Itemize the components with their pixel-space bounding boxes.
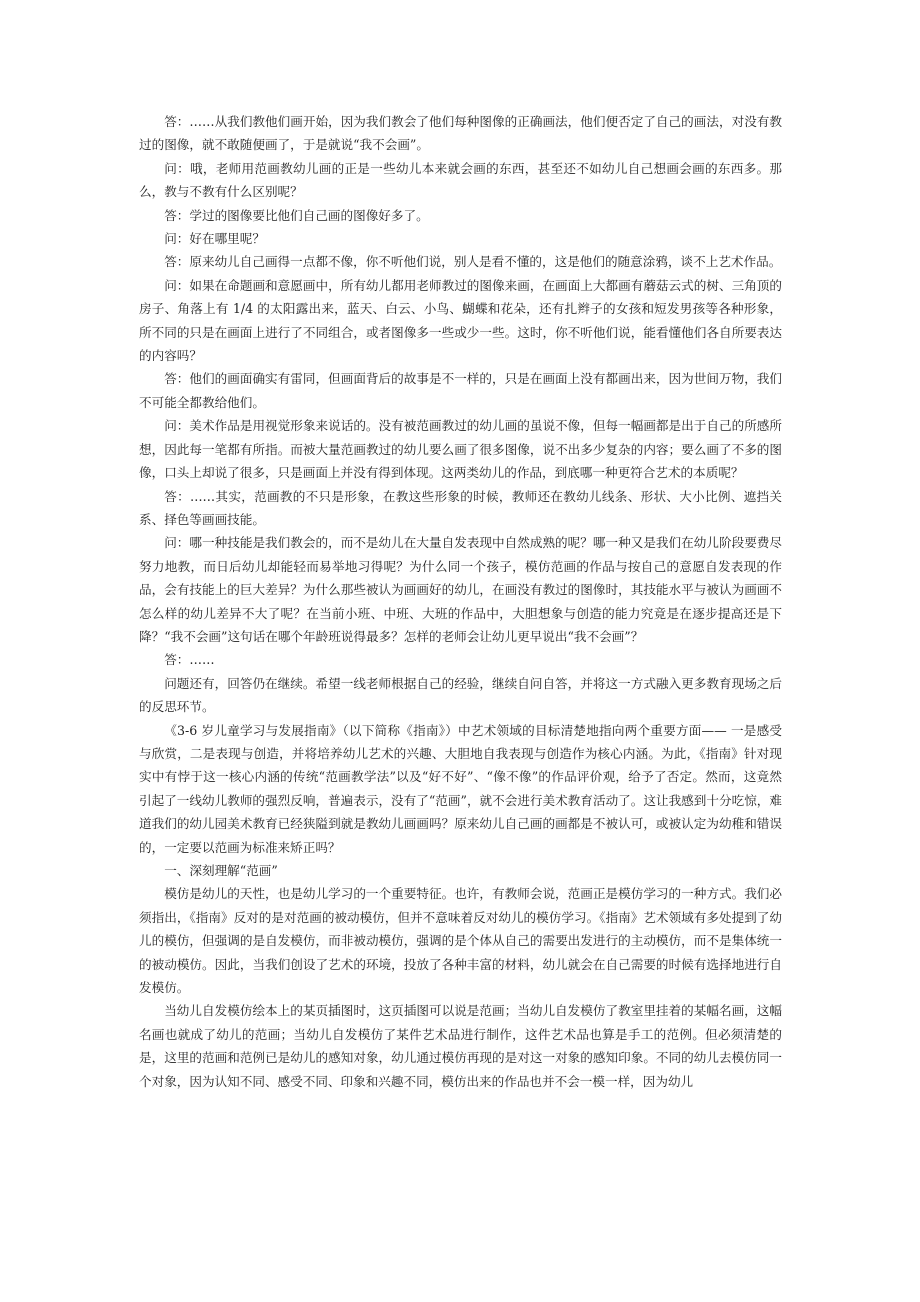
paragraph-question-2: 问：好在哪里呢？ <box>164 231 265 247</box>
section-heading: 一、深刻理解“范画” <box>164 863 278 878</box>
paragraph-answer-2: 答：学过的图像要比他们自己画的图像好多了。 <box>164 207 429 223</box>
paragraph-examples: 当幼儿自发模仿绘本上的某页插图时，这页插图可以说是范画；当幼儿自发模仿了教室里挂着的某幅名画，这幅名画也就成了幼儿的范画；当幼儿自发模仿了某件艺术品进行制作，这件艺术品也算是手工的范例。但必须清楚的是，这里的范画和范例已是幼儿的感知对象，幼儿通过模仿再现的是对这一对象的感知印象。不同的幼儿去模仿同一个对象，因为认知不同、感受不同、印象和兴趣不同，模仿出来的作品也并不会一模一样，因为幼儿 <box>139 1003 782 1089</box>
paragraph-question-3: 问：如果在命题画和意愿画中，所有幼儿都用老师教过的图像来画，在画面上大都画有蘑菇云式的树、三角顶的房子、角落上有 1/4 的太阳露出来，蓝天、白云、小鸟、蝴蝶和花朵，还有扎辫子的女孩和短发男孩等各种形象，所不同的只是在画面上进行了不同组合，或者图像多一些或少一些。这时，你不听他们说，能看懂他们各自所要表达的内容吗？ <box>139 277 782 364</box>
paragraph-conclusion: 问题还有，回答仍在继续。希望一线老师根据自己的经验，继续自问自答，并将这一方式融入更多教育现场之后的反思环节。 <box>139 675 782 715</box>
paragraph-answer-4: 答：他们的画面确实有雷同，但画面背后的故事是不一样的，只是在画面上没有都画出来，因为世间万物，我们不可能全都教给他们。 <box>139 371 782 410</box>
paragraph-imitation: 模仿是幼儿的天性，也是幼儿学习的一个重要特征。也许，有教师会说，范画正是模仿学习的一种方式。我们必须指出，《指南》反对的是对范画的被动模仿，但并不意味着反对幼儿的模仿学习。《指南》艺术领域有多处提到了幼儿的模仿，但强调的是自发模仿，而非被动模仿，强调的是个体从自己的需要出发进行的主动模仿，而不是集体统一的被动模仿。因此，当我们创设了艺术的环境，投放了各种丰富的材料，幼儿就会在自己需要的时候有选择地进行自发模仿。 <box>139 886 782 996</box>
paragraph-answer-1: 答：……从我们教他们画开始，因为我们教会了他们每种图像的正确画法，他们便否定了自己的画法，对没有教过的图像，就不敢随便画了，于是就说“我不会画”。 <box>139 114 782 153</box>
paragraph-question-4: 问：美术作品是用视觉形象来说话的。没有被范画教过的幼儿画的虽说不像，但每一幅画都是出于自己的所感所想，因此每一笔都有所指。而被大量范画教过的幼儿要么画了很多图像，说不出多少复杂的内容；要么画了不多的图像，口头上却说了很多，只是画面上并没有得到体现。这两类幼儿的作品，到底哪一种更符合艺术的本质呢？ <box>139 418 782 481</box>
paragraph-answer-3: 答：原来幼儿自己画得一点都不像，你不听他们说，别人是看不懂的，这是他们的随意涂鸦，谈不上艺术作品。 <box>164 254 782 270</box>
paragraph-question-5: 问：哪一种技能是我们教会的，而不是幼儿在大量自发表现中自然成熟的呢？哪一种又是我们在幼儿阶段要费尽努力地教，而日后幼儿却能轻而易举地习得呢？为什么同一个孩子，模仿范画的作品与按自己的意愿自发表现的作品，会有技能上的巨大差异？为什么那些被认为画画好的幼儿，在画没有教过的图像时，其技能水平与被认为画画不怎么样的幼儿差异不大了呢？在当前小班、中班、大班的作品中，大胆想象与创造的能力究竟是在逐步提高还是下降？“我不会画”这句话在哪个年龄班说得最多？怎样的老师会让幼儿更早说出“我不会画”？ <box>139 535 782 644</box>
paragraph-answer-5: 答：……其实，范画教的不只是形象，在教这些形象的时候，教师还在教幼儿线条、形状、大小比例、遮挡关系、择色等画画技能。 <box>139 488 782 527</box>
document-body <box>139 110 782 1093</box>
paragraph-guide-intro: 《3-6 岁儿童学习与发展指南》（以下简称《指南》）中艺术领域的目标清楚地指向两个重要方面—— 一是感受与欣赏，二是表现与创造，并将培养幼儿艺术的兴趣、大胆地自我表现与创造作为核心内涵。为此，《指南》针对现实中有悖于这一核心内涵的传统“范画教学法”以及“好不好”、“像不像”的作品评价观，给予了否定。然而，这竟然引起了一线幼儿教师的强烈反响，普遍表示，没有了“范画”，就不会进行美术教育活动了。这让我感到十分吃惊，难道我们的幼儿园美术教育已经狭隘到就是教幼儿画画吗？原来幼儿自己画的画都是不被认可，或被认定为幼稚和错误的，一定要以范画为标准来矫正吗？ <box>139 722 782 855</box>
paragraph-answer-6: 答：…… <box>164 652 215 668</box>
paragraph-question-1: 问：哦，老师用范画教幼儿画的正是一些幼儿本来就会画的东西，甚至还不如幼儿自己想画会画的东西多。那么，教与不教有什么区别呢？ <box>139 160 782 200</box>
